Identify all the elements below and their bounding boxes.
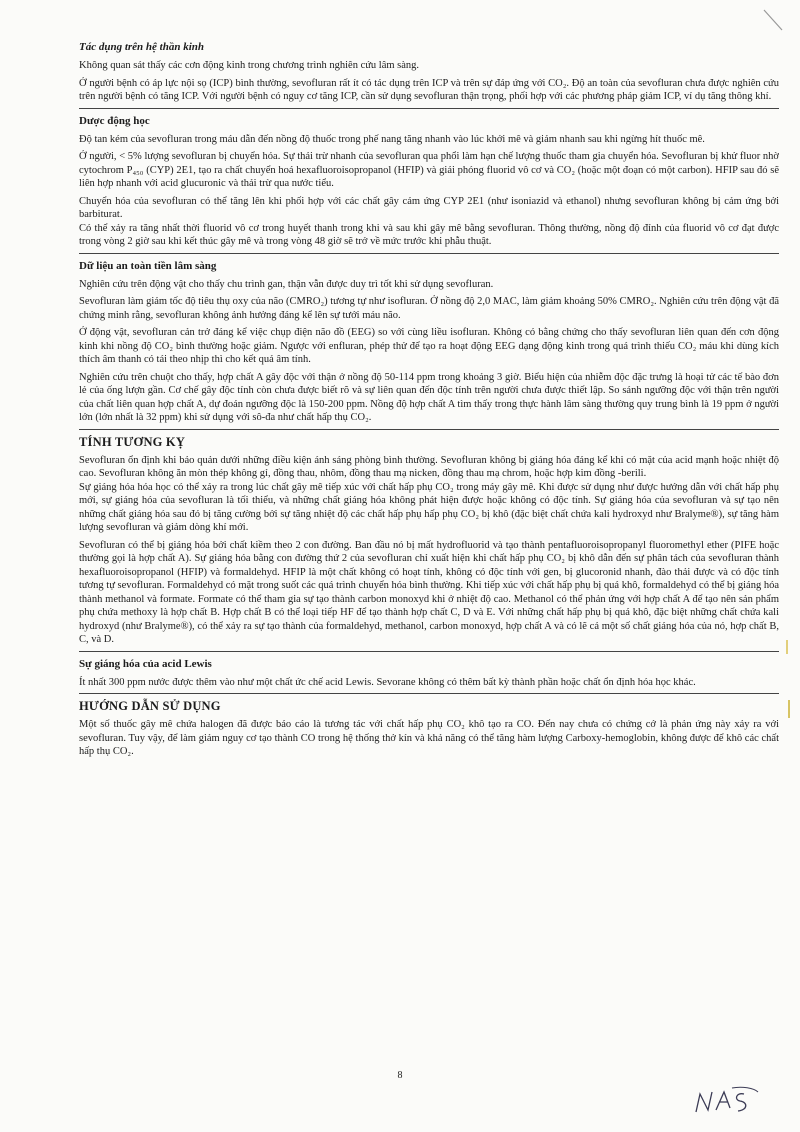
paragraph: Nghiên cứu trên động vật cho thấy chu trình gan, thận vẫn được duy trì tốt khi sử dụng sevofluran.: [79, 278, 494, 290]
paragraph: Độ tan kém của sevofluran trong máu dẫn đến nồng độ thuốc trong phế nang tăng nhanh vào lúc khởi mê và giảm nhanh sau khi ngừng hít thuốc mê.: [79, 133, 705, 145]
page-number: 8: [397, 1070, 403, 1081]
section-nervous-system: [79, 40, 779, 104]
section-heading: HƯỚNG DẪN SỬ DỤNG: [79, 699, 221, 713]
divider: [79, 253, 779, 254]
divider: [79, 429, 779, 430]
scan-artifact: [788, 700, 790, 718]
document-page: [79, 40, 779, 763]
paragraph: Một số thuốc gây mê chứa halogen đã được báo cáo là tương tác với chất hấp phụ CO₂ khô tạo ra CO. Đến nay chưa có chứng cớ là phản ứng này xảy ra với sevofluran. Tuy vậy, để làm giảm nguy cơ tạo thành CO trong hệ thống thở kín và khả năng có thể tăng hàm lượng Carboxy-hemoglobin, không được để khô các chất hấp thụ CO₂.: [79, 719, 779, 757]
section-heading: Tác dụng trên hệ thần kinh: [79, 41, 205, 53]
divider: [79, 651, 779, 652]
paragraph: Sevofluran ổn định khi bảo quản dưới những điều kiện ánh sáng phòng bình thường. Sevofluran không bị giáng hóa đáng kể khi có mặt của acid mạnh hoặc nhiệt độ cao. Sevofluran không ăn mòn thép không gỉ, đồng thau, nhôm, đồng thau mạ nicken, đồng thau mạ chrom, hoặc hợp kim đồng -berili.: [79, 454, 779, 479]
paragraph: Chuyển hóa của sevofluran có thể tăng lên khi phối hợp với các chất gây cảm ứng CYP 2E1 (như isoniazid và ethanol) nhưng sevofluran không bị cảm ứng bởi barbiturat.: [79, 195, 779, 220]
section-instructions: [79, 699, 779, 759]
scan-corner-mark: [760, 6, 790, 41]
divider: [79, 108, 779, 109]
section-heading: Dữ liệu an toàn tiền lâm sàng: [79, 259, 217, 272]
paragraph: Sevofluran làm giảm tốc độ tiêu thụ oxy của não (CMRO₂) tương tự như isofluran. Ở nồng độ 2,0 MAC, làm giảm khoảng 50% CMRO₂. Nghiên cứu trên động vật đã chứng minh rằng, sevofluran không ảnh hưởng đáng kể lên sự tưới máu não.: [79, 296, 779, 321]
paragraph: Ở người, < 5% lượng sevofluran bị chuyển hóa. Sự thải trừ nhanh của sevofluran qua phổi làm hạn chế lượng thuốc tham gia chuyển hóa. Sevofluran bị khử fluor nhờ cytochrom P₄₅₀ (CYP) 2E1, tạo ra chất chuyển hoá hexafluoroisopropanol (HFIP) và giải phóng fluorid vô cơ và CO₂ (hoặc một đoạn có một carbon). HFIP sau đó sẽ liên hợp nhanh với acid glucuronic và thải trừ qua nước tiểu.: [79, 151, 779, 189]
section-incompatibilities: [79, 435, 779, 647]
handwritten-signature: [692, 1084, 762, 1123]
scan-artifact: [786, 640, 788, 654]
section-preclinical-safety: [79, 259, 779, 425]
paragraph: Sự giáng hóa hóa học có thể xảy ra trong lúc chất gây mê tiếp xúc với chất hấp phụ CO₂ trong máy gây mê. Khi được sử dụng như được hướng dẫn với chất hấp phụ mới, sự giáng hóa của sevofluran là tối thiểu, và những chất giáng hóa không phát hiện được hoặc không có độc tính. Sự giáng hóa của sevofluran và sự tạo nên những chất giáng hóa sau đó bị tăng cường bởi sự tăng nhiệt độ các chất hấp phụ hấp phụ CO₂ bị khô (đặc biệt chất chứa kali hydroxyd như Bralyme®), sự tăng hàm lượng sevofluran và giảm dòng khí mới.: [79, 481, 779, 533]
paragraph: Nghiên cứu trên chuột cho thấy, hợp chất A gây độc với thận ở nồng độ 50-114 ppm trong khoảng 3 giờ. Biểu hiện của nhiễm độc đặc trưng là hoại tử các tế bào đơn lẻ của ống lượn gần. Cơ chế gây độc tính còn chưa được biết rõ và sự liên quan đến độc tính trên người chưa được thiết lập. So sánh ngưỡng độc với thận trên người của chất liên quan hợp chất A, dự đoán ngưỡng độc là 150-200 ppm. Nồng độ hợp chất A tìm thấy trong thực hành lâm sàng thường quy trung bình là 19 ppm ở người lớn (lớn nhất là 32 ppm) khi sử dụng với sô-đa như chất hấp thụ CO₂.: [79, 371, 779, 423]
paragraph: Ít nhất 300 ppm nước được thêm vào như một chất ức chế acid Lewis. Sevorane không có thêm bất kỳ thành phần hoặc chất ổn định hóa học khác.: [79, 676, 696, 688]
paragraph: Không quan sát thấy các cơn động kinh trong chương trình nghiên cứu lâm sàng.: [79, 60, 420, 71]
divider: [79, 693, 779, 694]
section-heading: TÍNH TƯƠNG KỴ: [79, 434, 186, 449]
paragraph: Ở người bệnh có áp lực nội sọ (ICP) bình thường, sevofluran rất ít có tác dụng trên ICP và trên sự đáp ứng với CO₂. Độ an toàn của sevofluran chưa được nghiên cứu trên người bệnh có tăng ICP. Với người bệnh có nguy cơ tăng ICP, cần sử dụng sevofluran thận trọng, phối hợp với các phương pháp giảm ICP, ví dụ tăng thông khí.: [79, 77, 779, 102]
section-heading: Sự giáng hóa của acid Lewis: [79, 657, 212, 670]
paragraph: Sevofluran có thể bị giáng hóa bởi chất kiềm theo 2 con đường. Ban đầu nó bị mất hydrofluorid và tạo thành pentafluoroisopropanyl fluoromethyl ether (PIFE hoặc thường gọi là hợp chất A). Sự giáng hóa bằng con đường thứ 2 của sevofluran chỉ xuất hiện khi chất hấp phụ CO₂ bị khô dẫn đến sự phân tách của sevofluran thành hexafluoroisopropanol (HFIP) và formaldehyd. HFIP là một chất không có hoạt tính, không có độc tính với gen, bị glucoronid nhanh, đào thải được và có độc tính tương tự sevofluran. Formaldehyd có mặt trong suốt các quá trình chuyển hóa bình thường. Khi tiếp xúc với chất hấp phụ bị quá khô, formaldehyd có thể bị giáng hóa thành methanol và formate. Formate có thể tham gia sự tạo thành carbon monoxyd khi ở nhiệt độ cao. Methanol có thể phản ứng với hợp chất A để tạo nên sản phẩm phụ chứa methoxy là hợp chất B. Hợp chất B có thể loại tiếp HF để tạo thành hợp chất C, D và E. Với những chất hấp phụ bị quá khô, đặc biệt những chất chứa kali hydroxyd (như Bralyme®), có thể xảy ra sự tạo thành của formaldehyd, methanol, carbon monoxyd, hợp chất A và có lẽ cả một số chất giáng hóa của nó, hợp chất B, C, và D.: [79, 539, 779, 645]
section-heading: Dược động học: [79, 114, 150, 127]
paragraph: Ở động vật, sevofluran cản trở đáng kể việc chụp điện não đồ (EEG) so với cùng liều isofluran. Không có bằng chứng cho thấy sevofluran liên quan đến cơn động kinh khi nồng độ CO₂ bình thường hoặc giảm. Ngược với enfluran, phép thử để tạo ra hoạt động EEG dạng động kinh trong quá trình thiếu CO₂ máu khi dùng kích thích âm thanh có tái theo nhịp thì cho kết quả âm tính.: [79, 327, 779, 365]
paragraph: Có thể xảy ra tăng nhất thời fluorid vô cơ trong huyết thanh trong khi và sau khi gây mê bằng sevofluran. Thông thường, nồng độ đỉnh của fluorid vô cơ đạt được trong vòng 2 giờ sau khi kết thúc gây mê và trong vòng 48 giờ sẽ trở về mức trước khi phẫu thuật.: [79, 222, 779, 247]
section-pharmacokinetics: [79, 114, 779, 249]
section-lewis-acid: [79, 657, 779, 690]
